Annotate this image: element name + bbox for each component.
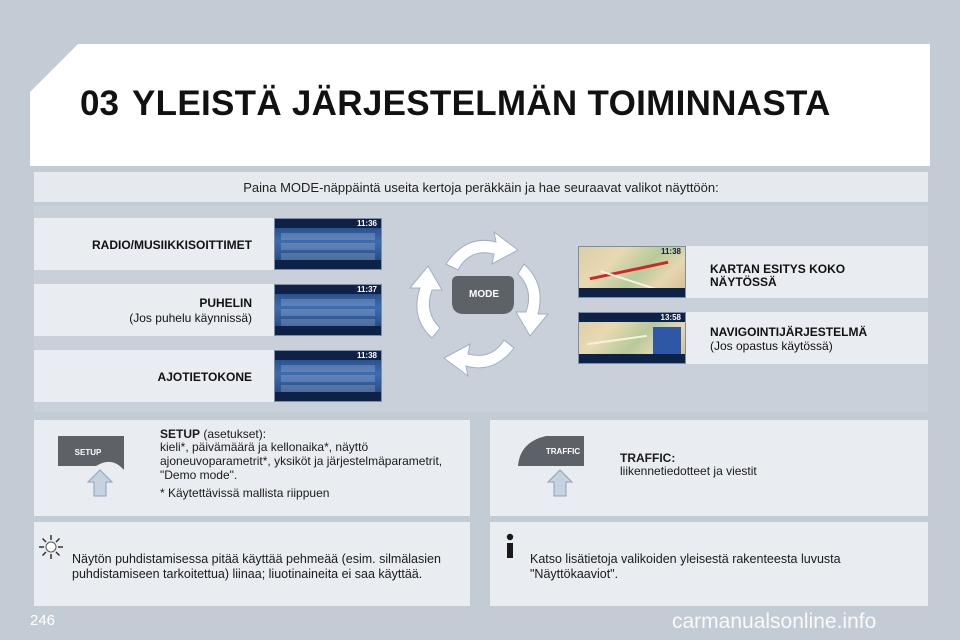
- menu-nav-title: NAVIGOINTIJÄRJESTELMÄ: [710, 325, 868, 339]
- chapter-number: 03: [80, 84, 119, 123]
- map-screen-time: 11:38: [660, 247, 681, 256]
- intro-text: Paina MODE-näppäintä useita kertoja peräkkäin ja hae seuraavat valikot näyttöön:: [243, 180, 719, 195]
- traffic-button-diagram: [516, 432, 588, 498]
- page-title: YLEISTÄ JÄRJESTELMÄN TOIMINNASTA: [132, 84, 831, 123]
- radio-screen-time: 11:36: [356, 219, 377, 228]
- menu-radio-title: RADIO/MUSIIKKISOITTIMET: [92, 238, 252, 252]
- setup-footnote: * Käytettävissä mallista riippuen: [160, 486, 330, 500]
- setup-press-arrow-icon: [88, 470, 112, 496]
- info-note-line-1: Katso lisätietoja valikoiden yleisestä rakenteesta luvusta: [530, 552, 841, 566]
- traffic-press-arrow-icon: [548, 470, 572, 496]
- setup-title: SETUP: [160, 427, 201, 441]
- setup-title-suffix: (asetukset):: [200, 427, 267, 441]
- phone-screen-time: 11:37: [356, 285, 377, 294]
- sun-icon: [38, 534, 64, 560]
- menu-nav-subtitle: (Jos opastus käytössä): [710, 339, 833, 353]
- menu-phone-title: PUHELIN: [199, 296, 252, 310]
- radio-screen: [274, 218, 382, 270]
- setup-button-label[interactable]: SETUP: [74, 448, 102, 457]
- info-icon: [498, 532, 522, 560]
- traffic-description: liikennetiedotteet ja viestit: [620, 464, 757, 478]
- nav-screen: [578, 312, 686, 364]
- watermark: carmanualsonline.info: [672, 610, 877, 633]
- setup-line-1: kieli*, päivämäärä ja kellonaika*, näyttö: [160, 440, 369, 454]
- menu-trip-title: AJOTIETOKONE: [157, 370, 252, 384]
- setup-line-3: "Demo mode".: [160, 468, 238, 482]
- trip-screen: [274, 350, 382, 402]
- phone-screen: [274, 284, 382, 336]
- nav-screen-time: 13:58: [660, 313, 681, 322]
- menu-map-title-1: KARTAN ESITYS KOKO: [710, 262, 846, 276]
- cycle-arrow-top-icon: [446, 232, 518, 270]
- mode-button-label[interactable]: MODE: [469, 289, 499, 300]
- cycle-arrow-right-icon: [516, 264, 548, 336]
- map-screen: [578, 246, 686, 298]
- page-number: 246: [30, 612, 56, 629]
- traffic-button-label[interactable]: TRAFFIC: [545, 447, 581, 456]
- trip-screen-time: 11:38: [356, 351, 377, 360]
- traffic-title: TRAFFIC:: [620, 451, 676, 465]
- menu-phone-subtitle: (Jos puhelu käynnissä): [129, 311, 252, 325]
- cleaning-note-line-1: Näytön puhdistamisessa pitää käyttää pehmeää (esim. silmälasien: [72, 552, 441, 566]
- menu-map-title-2: NÄYTÖSSÄ: [710, 275, 777, 289]
- setup-button-diagram: [56, 432, 128, 498]
- info-note-line-2: "Näyttökaaviot".: [530, 567, 619, 581]
- cycle-arrow-left-icon: [410, 266, 442, 338]
- setup-line-2: ajoneuvoparametrit*, yksiköt ja järjestelmäparametrit,: [160, 454, 443, 468]
- mode-cycle-diagram: [396, 224, 568, 390]
- cycle-arrow-bottom-icon: [444, 340, 514, 376]
- cleaning-note-line-2: puhdistamiseen tarkoitettua) liinaa; liuotinaineita ei saa käyttää.: [72, 567, 423, 581]
